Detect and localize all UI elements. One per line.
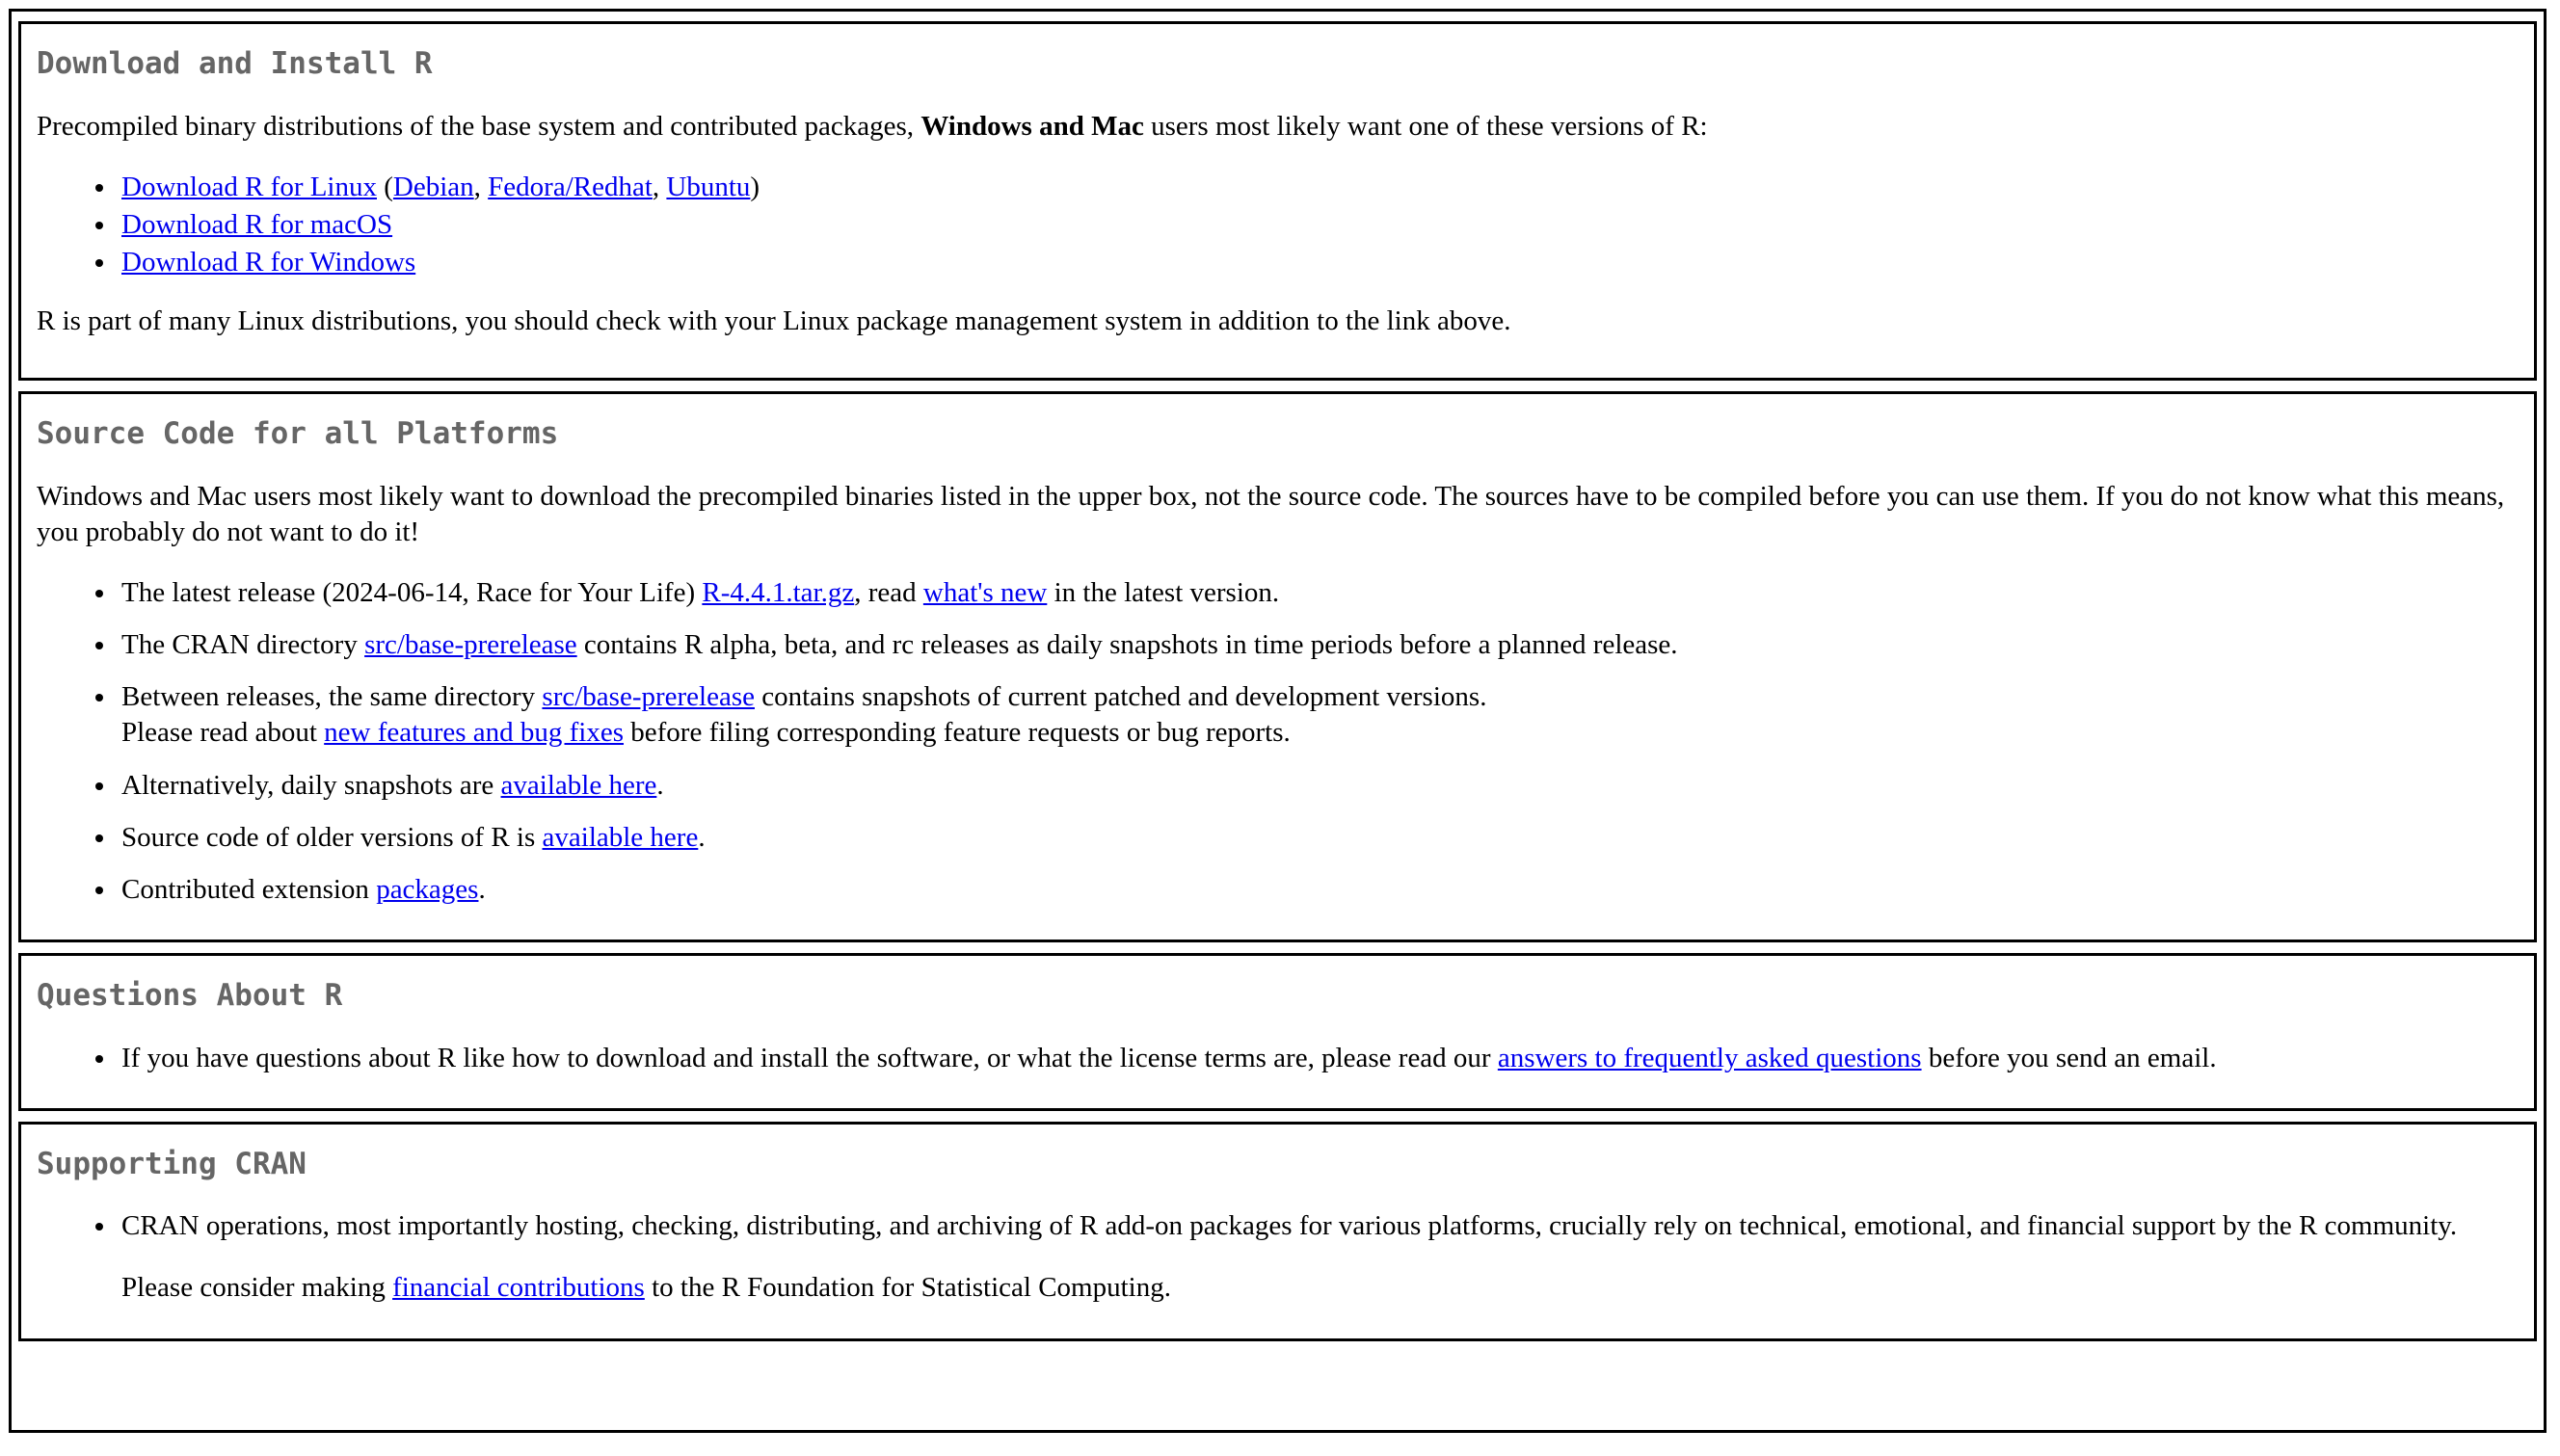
list-item-paragraph: [121, 170, 2519, 205]
section-heading: Source Code for all Platforms: [37, 416, 559, 452]
text-run: before you send an email.: [1921, 1042, 2217, 1073]
list-item-paragraph: [121, 768, 2519, 804]
section-source-code-for-all-platforms: [18, 391, 2537, 942]
text-run: CRAN operations, most importantly hosting, checking, distributing, and archiving of R add-on packages for various platforms, crucially rely on technical, emotional, and financial support by the R community.: [121, 1210, 2458, 1242]
text-run: ,: [473, 171, 489, 202]
download-r-for-macos-link[interactable]: Download R for macOS: [121, 208, 393, 240]
paragraph: [37, 479, 2519, 550]
download-r-for-windows-link[interactable]: Download R for Windows: [121, 247, 416, 278]
paragraph: [37, 304, 2519, 339]
section-download-and-install-r: [18, 21, 2537, 381]
what-s-new-link[interactable]: what's new: [922, 577, 1048, 609]
list-item: [118, 170, 2519, 205]
list-item: [118, 768, 2519, 804]
text-run: users most likely want one of these versions of R:: [1143, 110, 1708, 142]
list-item: [118, 575, 2519, 611]
text-run: contains snapshots of current patched and development versions.: [755, 681, 1487, 713]
text-run: before filing corresponding feature requests or bug reports.: [624, 717, 1291, 749]
text-run: contains R alpha, beta, and rc releases as daily snapshots in time periods before a planned release.: [576, 629, 1678, 661]
debian-link[interactable]: Debian: [392, 171, 474, 202]
list-item-paragraph: [121, 872, 2519, 908]
available-here-link[interactable]: available here: [542, 821, 699, 853]
section-heading: Questions About R: [37, 977, 343, 1013]
download-r-for-linux-link[interactable]: Download R for Linux: [121, 171, 377, 202]
text-run: in the latest version.: [1047, 577, 1280, 609]
text-run: Windows and Mac users most likely want to download the precompiled binaries listed in the upper box, not the source code. The sources have to be compiled before you can use them. If you do not know what this means, you probably do not want to do it!: [37, 480, 2505, 547]
answers-to-frequently-asked-questions-link[interactable]: answers to frequently asked questions: [1497, 1042, 1922, 1073]
paragraph: [37, 109, 2519, 145]
text-run: .: [478, 873, 486, 905]
list-item: [118, 679, 2519, 751]
text-run: Precompiled binary distributions of the base system and contributed packages,: [37, 110, 921, 142]
fedora-redhat-link[interactable]: Fedora/Redhat: [488, 171, 653, 202]
financial-contributions-link[interactable]: financial contributions: [392, 1272, 645, 1304]
text-run: ): [750, 171, 760, 202]
list-item: [118, 627, 2519, 663]
list-item: [118, 207, 2519, 243]
text-run: to the R Foundation for Statistical Computing.: [644, 1272, 1171, 1304]
text-run: Source code of older versions of R is: [121, 821, 543, 853]
text-run: ,: [652, 171, 667, 202]
text-run: (: [377, 171, 393, 202]
text-run: If you have questions about R like how to download and install the software, or what the license terms are, please read our: [121, 1042, 1498, 1073]
text-run: The latest release (2024-06-14, Race for Your Life): [121, 577, 703, 609]
list-item-paragraph: [121, 679, 2519, 751]
text-run: .: [698, 821, 706, 853]
packages-link[interactable]: packages: [376, 873, 479, 905]
text-run: Contributed extension: [121, 873, 377, 905]
text-run: R is part of many Linux distributions, you should check with your Linux package management system in addition to the link above.: [37, 305, 1511, 337]
bullet-list: [37, 170, 2519, 280]
list-item-paragraph: [121, 1041, 2519, 1076]
bullet-list: [37, 1208, 2519, 1306]
cran-download-page: [0, 9, 2560, 1456]
list-item-paragraph: [121, 575, 2519, 611]
list-item-paragraph: [121, 820, 2519, 856]
list-item-paragraph: [121, 627, 2519, 663]
list-item-paragraph: [121, 1208, 2519, 1244]
r-4-4-1-tar-gz-link[interactable]: R-4.4.1.tar.gz: [702, 577, 855, 609]
list-item-paragraph: [121, 1270, 2519, 1306]
text-run: , read: [854, 577, 923, 609]
list-item: [118, 1041, 2519, 1076]
text-run: Please read about: [121, 717, 325, 749]
list-item-paragraph: [121, 207, 2519, 243]
section-supporting-cran: [18, 1122, 2537, 1341]
new-features-and-bug-fixes-link[interactable]: new features and bug fixes: [324, 717, 625, 749]
src-base-prerelease-link[interactable]: src/base-prerelease: [364, 629, 577, 661]
bold-text: Windows and Mac: [920, 110, 1144, 142]
list-item: [118, 872, 2519, 908]
text-run: The CRAN directory: [121, 629, 365, 661]
available-here-link[interactable]: available here: [500, 769, 657, 801]
list-item: [118, 1208, 2519, 1306]
bullet-list: [37, 575, 2519, 908]
list-item: [118, 245, 2519, 280]
text-run: Between releases, the same directory: [121, 681, 543, 713]
src-base-prerelease-link[interactable]: src/base-prerelease: [542, 681, 755, 713]
content-area: [15, 21, 2540, 1341]
section-heading: Download and Install R: [37, 46, 433, 81]
page-frame: [9, 9, 2547, 1433]
section-heading: Supporting CRAN: [37, 1146, 307, 1181]
text-run: .: [656, 769, 664, 801]
section-questions-about-r: [18, 953, 2537, 1111]
bullet-list: [37, 1041, 2519, 1076]
list-item: [118, 820, 2519, 856]
text-run: Please consider making: [121, 1272, 393, 1304]
text-run: Alternatively, daily snapshots are: [121, 769, 501, 801]
ubuntu-link[interactable]: Ubuntu: [666, 171, 751, 202]
list-item-paragraph: [121, 245, 2519, 280]
